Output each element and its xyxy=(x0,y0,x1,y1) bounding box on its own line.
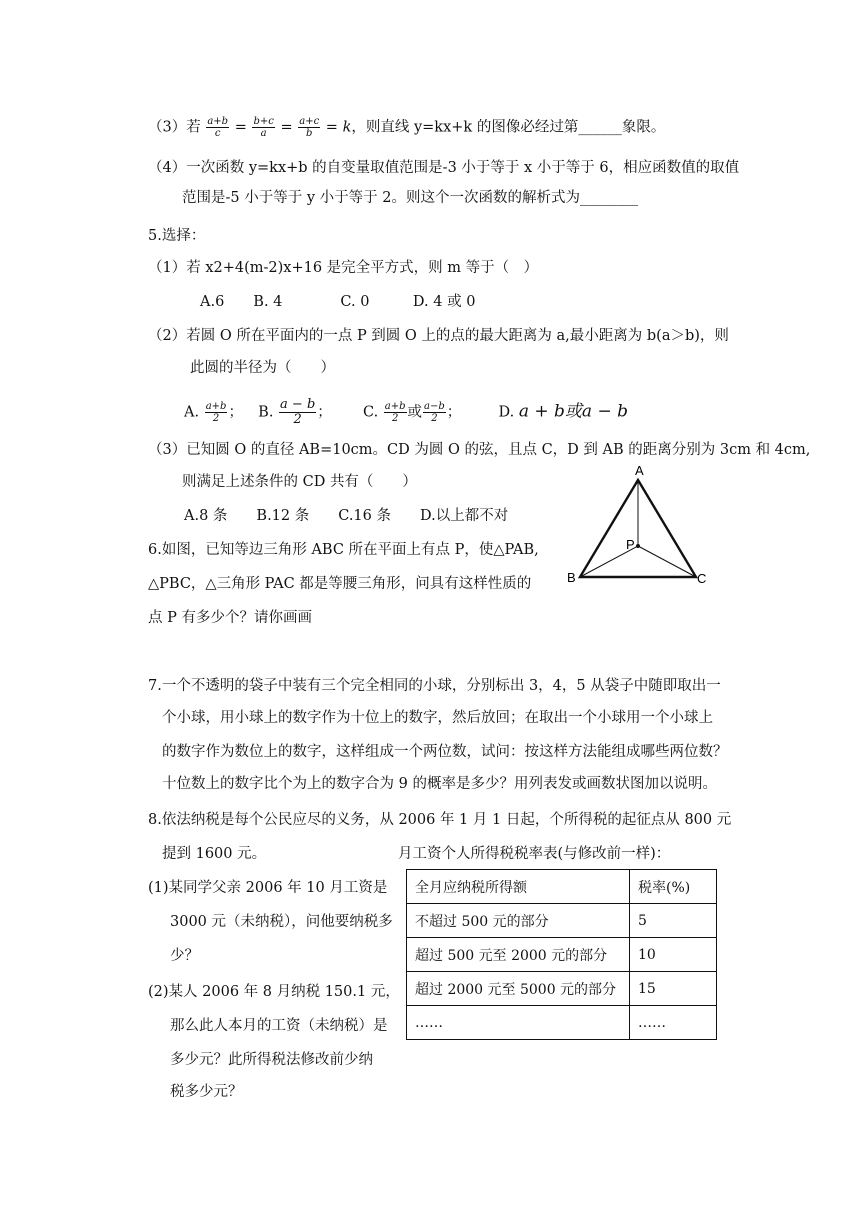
q3-line: （3）若 $\frac{a+b}{c}$ = $\frac{b+c}{a}$ = $\frac{a+c}{b}$ = k，则直线 y=kx+k 的图像必经过第______象限。 xyxy=(148,116,666,139)
s5-q2-options: A. $\frac{a+b}{2}$ ； B. $\frac{a - b}{2}$ ； C. $\frac{a+b}{2}$ 或 $\frac{a-b}{2}$ ； D. a + b或a − b xyxy=(184,397,628,427)
q7-line4: 十位数上的数字比个为上的数字合为 9 的概率是多少？用列表发或画数状图加以说明。 xyxy=(162,776,717,792)
triangle-figure xyxy=(560,460,720,590)
table-header-row xyxy=(407,870,717,904)
answer-blank: ______ xyxy=(578,119,622,136)
q8-p2-line4: 税多少元？ xyxy=(170,1084,243,1100)
table-cell: …… xyxy=(407,1006,630,1040)
s5-q2-line2: 此圆的半径为（ ） xyxy=(190,360,335,376)
fraction: $\frac{a+b}{2}$ xyxy=(384,401,406,424)
s5-q3-line1: （3）已知圆 O 的直径 AB=10cm。CD 为圆 O 的弦，且点 C，D 到 AB 的距离分别为 3cm 和 4cm, xyxy=(148,442,811,458)
table-cell: 10 xyxy=(630,938,717,972)
label-b: B xyxy=(567,570,576,585)
q8-p1-line2: 3000 元（未纳税），问他要纳税多 xyxy=(170,914,393,930)
s5-q1-stem: （1）若 x2+4(m-2)x+16 是完全平方式，则 m 等于（ ） xyxy=(148,260,539,276)
point-p-dot xyxy=(636,544,640,548)
table-cell: 5 xyxy=(630,904,717,938)
tax-rate-table xyxy=(406,869,717,1040)
fraction: $\frac{a+c}{b}$ xyxy=(299,116,320,139)
q8-p1-line3: 少？ xyxy=(170,948,199,964)
q6-line2: △PBC，△三角形 PAC 都是等腰三角形，问具有这样性质的 xyxy=(148,576,532,592)
q7-line1: 7.一个不透明的袋子中装有三个完全相同的小球，分别标出 3，4，5 从袋子中随即取出一 xyxy=(148,678,721,694)
fraction: $\frac{a+b}{2}$ xyxy=(205,401,227,424)
s5-q2-line1: （2）若圆 O 所在平面内的一点 P 到圆 O 上的点的最大距离为 a,最小距离为 b(a＞b)，则 xyxy=(148,328,729,344)
q3-prefix: （3）若 xyxy=(148,119,201,136)
tax-table-title: 月工资个人所得税税率表(与修改前一样)： xyxy=(398,846,671,862)
q8-p2-line3: 多少元？此所得税法修改前少纳 xyxy=(170,1052,373,1068)
table-cell: …… xyxy=(630,1006,717,1040)
table-cell: 超过 2000 元至 5000 元的部分 xyxy=(407,972,630,1006)
label-p: P xyxy=(626,537,635,552)
q4-line1: （4）一次函数 y=kx+b 的自变量取值范围是-3 小于等于 x 小于等于 6，相应函数值的取值 xyxy=(148,160,740,176)
label-a: A xyxy=(635,463,644,478)
header-cell: 全月应纳税所得额 xyxy=(407,870,630,904)
q6-line1: 6.如图，已知等边三角形 ABC 所在平面上有点 P，使△PAB, xyxy=(148,542,539,558)
header-cell: 税率(%) xyxy=(630,870,717,904)
fraction: $\frac{a-b}{2}$ xyxy=(424,401,445,424)
s5-q1-options: A.6 B. 4 C. 0 D. 4 或 0 xyxy=(200,294,476,310)
table-cell: 超过 500 元至 2000 元的部分 xyxy=(407,938,630,972)
table-row xyxy=(407,938,717,972)
table-row xyxy=(407,972,717,1006)
q7-line2: 个小球，用小球上的数字作为十位上的数字，然后放回；在取出一个小球用一个小球上 xyxy=(162,710,713,726)
table-cell: 不超过 500 元的部分 xyxy=(407,904,630,938)
q8-line1: 8.依法纳税是每个公民应尽的义务，从 2006 年 1 月 1 日起，个所得税的起征点从 800 元 xyxy=(148,812,732,828)
s5-q3-options: A.8 条 B.12 条 C.16 条 D.以上都不对 xyxy=(184,508,509,524)
table-row xyxy=(407,1006,717,1040)
section5-title: 5.选择： xyxy=(148,228,206,244)
q8-p1-line1: (1)某同学父亲 2006 年 10 月工资是 xyxy=(148,880,388,896)
fraction: $\frac{a+b}{c}$ xyxy=(207,116,229,139)
q8-p2-line1: (2)某人 2006 年 8 月纳税 150.1 元， xyxy=(148,984,400,1000)
q8-p2-line2: 那么此人本月的工资（未纳税）是 xyxy=(170,1018,388,1034)
q8-line2: 提到 1600 元。 xyxy=(162,846,267,862)
q7-line3: 的数字作为数位上的数字，这样组成一个两位数，试问：按这样方法能组成哪些两位数？ xyxy=(162,744,728,760)
table-cell: 15 xyxy=(630,972,717,1006)
table-row xyxy=(407,904,717,938)
fraction: $\frac{b+c}{a}$ xyxy=(253,116,274,139)
q4-line2: 范围是-5 小于等于 y 小于等于 2。则这个一次函数的解析式为________ xyxy=(182,190,638,206)
label-c: C xyxy=(697,571,707,586)
s5-q3-line2: 则满足上述条件的 CD 共有（ ） xyxy=(182,474,417,490)
fraction: $\frac{a - b}{2}$ xyxy=(280,397,316,427)
q6-line3: 点 P 有多少个？请你画画 xyxy=(148,610,312,626)
